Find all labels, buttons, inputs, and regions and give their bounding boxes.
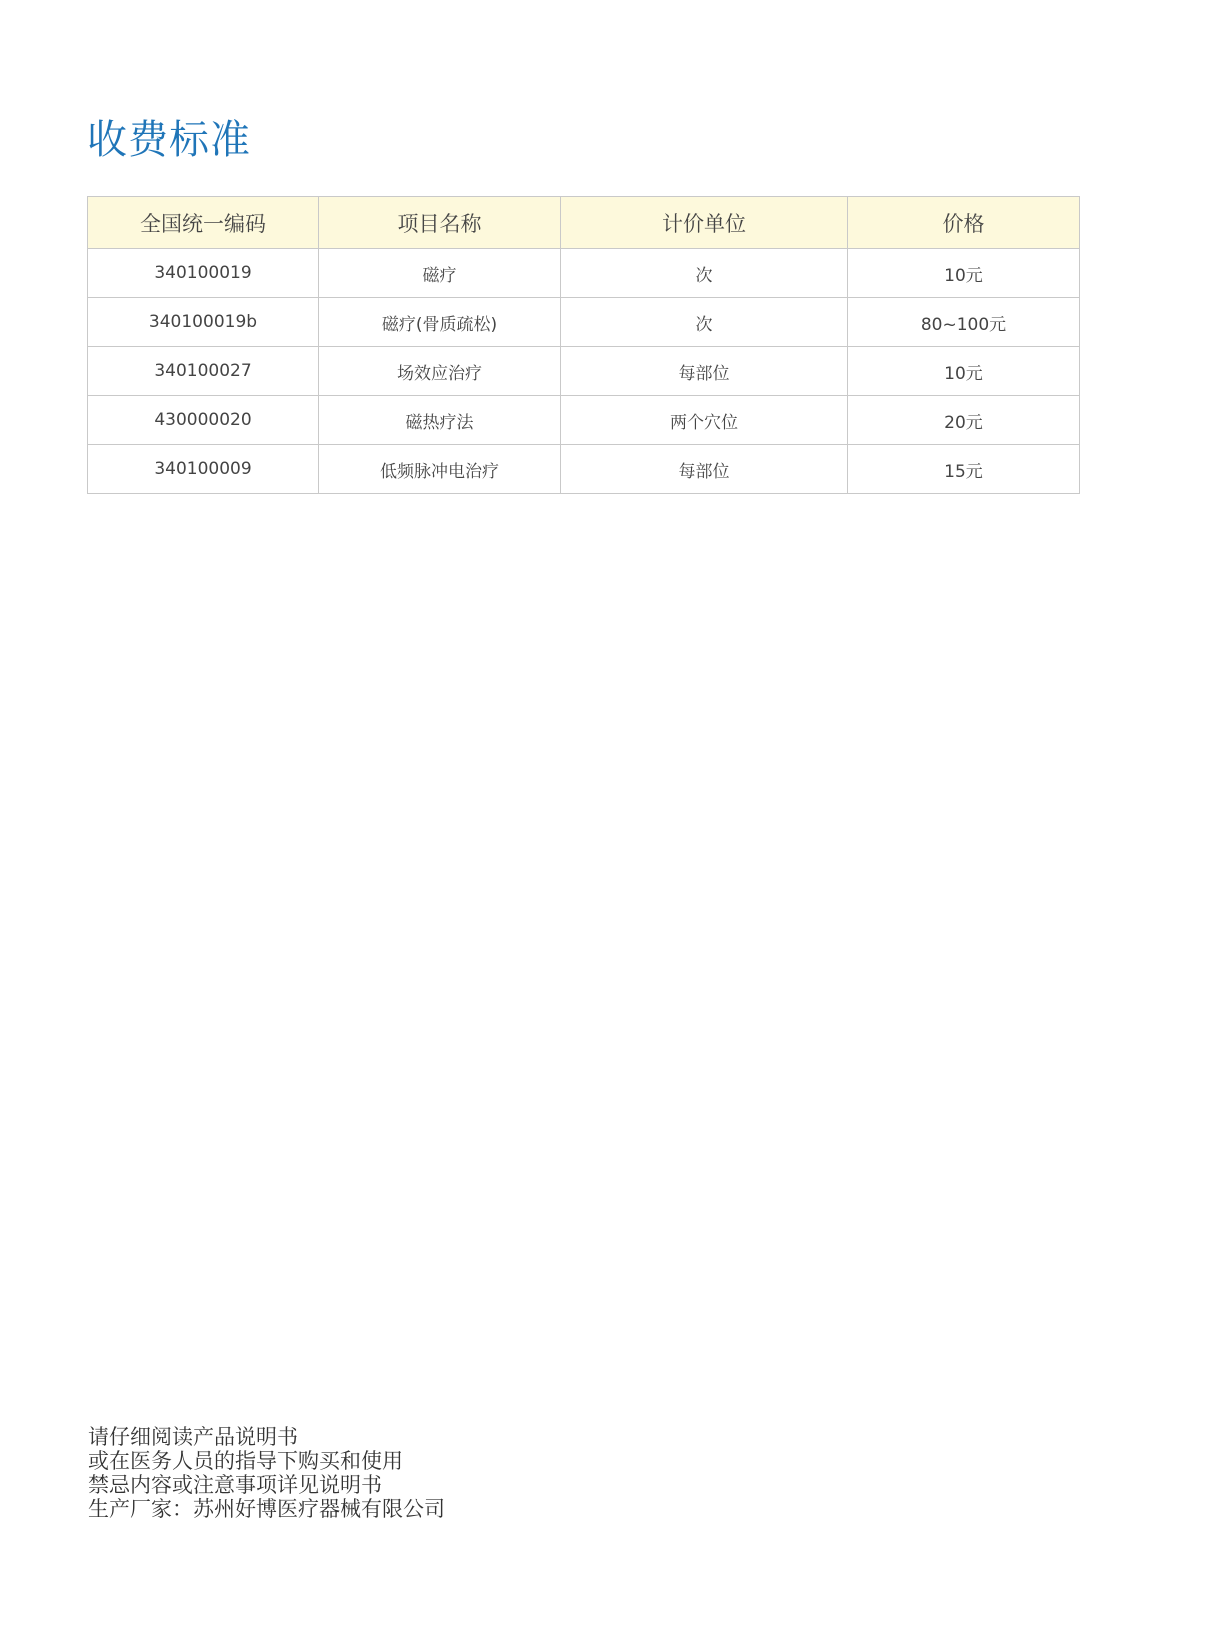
table-header-row bbox=[88, 197, 1080, 249]
header-item-name: 项目名称 bbox=[319, 197, 561, 249]
footer-notes bbox=[88, 1425, 445, 1521]
table-row bbox=[88, 396, 1080, 445]
cell-unit: 次 bbox=[561, 298, 848, 347]
cell-price: 20元 bbox=[848, 396, 1080, 445]
cell-code: 340100019 bbox=[88, 249, 319, 298]
cell-code: 430000020 bbox=[88, 396, 319, 445]
cell-price: 80~100元 bbox=[848, 298, 1080, 347]
table-row bbox=[88, 249, 1080, 298]
cell-name: 磁疗(骨质疏松) bbox=[319, 298, 561, 347]
page-title: 收费标准 bbox=[87, 117, 251, 163]
cell-name: 磁疗 bbox=[319, 249, 561, 298]
fee-standard-table bbox=[87, 196, 1080, 494]
table-row bbox=[88, 347, 1080, 396]
cell-price: 15元 bbox=[848, 445, 1080, 494]
footer-line-medical-guidance: 或在医务人员的指导下购买和使用 bbox=[88, 1449, 403, 1473]
footer-line-contraindications: 禁忌内容或注意事项详见说明书 bbox=[88, 1473, 382, 1497]
cell-code: 340100027 bbox=[88, 347, 319, 396]
footer-line-manufacturer: 生产厂家：苏州好博医疗器械有限公司 bbox=[88, 1497, 445, 1521]
cell-name: 低频脉冲电治疗 bbox=[319, 445, 561, 494]
cell-unit: 两个穴位 bbox=[561, 396, 848, 445]
header-price: 价格 bbox=[848, 197, 1080, 249]
table-row bbox=[88, 445, 1080, 494]
cell-name: 场效应治疗 bbox=[319, 347, 561, 396]
cell-price: 10元 bbox=[848, 249, 1080, 298]
header-national-code: 全国统一编码 bbox=[88, 197, 319, 249]
cell-price: 10元 bbox=[848, 347, 1080, 396]
cell-unit: 每部位 bbox=[561, 445, 848, 494]
cell-unit: 次 bbox=[561, 249, 848, 298]
cell-code: 340100019b bbox=[88, 298, 319, 347]
footer-line-read-manual: 请仔细阅读产品说明书 bbox=[88, 1425, 298, 1449]
table-row bbox=[88, 298, 1080, 347]
header-billing-unit: 计价单位 bbox=[561, 197, 848, 249]
cell-code: 340100009 bbox=[88, 445, 319, 494]
cell-name: 磁热疗法 bbox=[319, 396, 561, 445]
cell-unit: 每部位 bbox=[561, 347, 848, 396]
